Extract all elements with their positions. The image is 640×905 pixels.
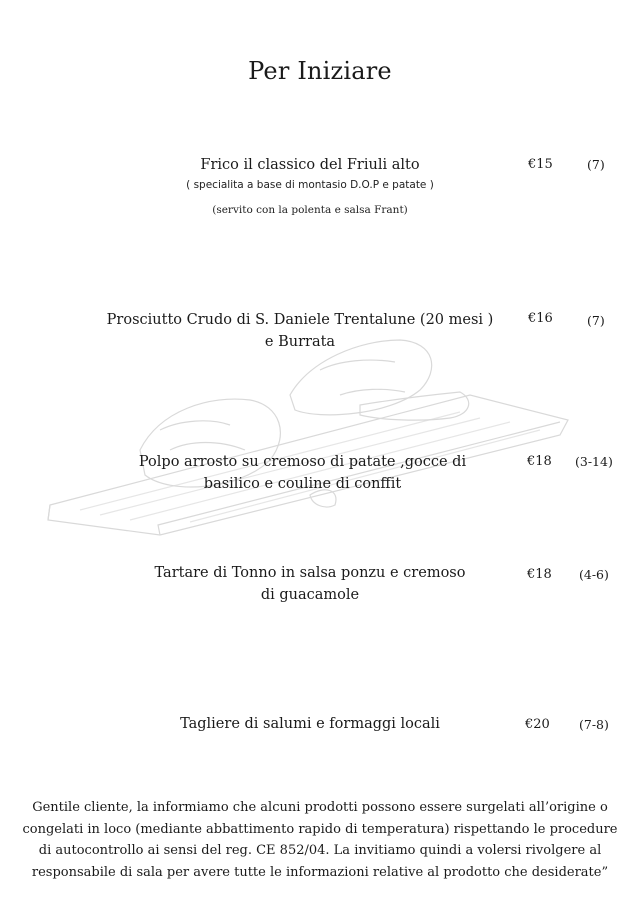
menu-item-note: (servito con la polenta e salsa Frant) [212, 204, 408, 216]
menu-item-name-line2: e Burrata [264, 334, 336, 350]
page-title: Per Iniziare [248, 57, 392, 85]
disclaimer-line: Gentile cliente, la informiamo che alcuni prodotti possono essere surgelati all’origine o [32, 800, 608, 815]
menu-item-price: €18 [527, 454, 552, 469]
menu-item-name-line2: basilico e couline di conffit [203, 476, 402, 492]
disclaimer-line: responsabile di sala per avere tutte le informazioni relative al prodotto che desiderate” [31, 864, 609, 880]
menu-item-name: Polpo arrosto su cremoso di patate ,gocce di [138, 454, 467, 470]
menu-item-allergens: (7) [587, 313, 605, 328]
allergen-disclaimer [14, 797, 626, 883]
menu-item-name: Prosciutto Crudo di S. Daniele Trentalune (20 mesi ) [106, 312, 494, 328]
menu-item-name: Frico il classico del Friuli alto [200, 157, 420, 173]
disclaimer-line: congelati in loco (mediante abbattimento rapido di temperatura) rispettando le procedure [22, 821, 618, 837]
menu-item-price: €15 [528, 157, 553, 172]
menu-item-price: €18 [527, 567, 552, 582]
menu-item-allergens: (3-14) [575, 454, 613, 469]
menu-item-description: ( specialita a base di montasio D.O.P e patate ) [186, 179, 434, 191]
menu-item-name: Tagliere di salumi e formaggi locali [180, 716, 440, 732]
menu-item-price: €20 [525, 717, 550, 732]
menu-item-name: Tartare di Tonno in salsa ponzu e cremoso [154, 565, 466, 581]
menu-item-allergens: (4-6) [579, 567, 609, 582]
menu-item-name-line2: di guacamole [260, 587, 360, 603]
menu-item-allergens: (7) [587, 157, 605, 172]
menu-item-allergens: (7-8) [579, 717, 609, 732]
menu-item-price: €16 [528, 311, 553, 326]
disclaimer-line: di autocontrollo ai sensi del reg. CE 852/04. La invitiamo quindi a volersi rivolgere al [38, 843, 602, 858]
